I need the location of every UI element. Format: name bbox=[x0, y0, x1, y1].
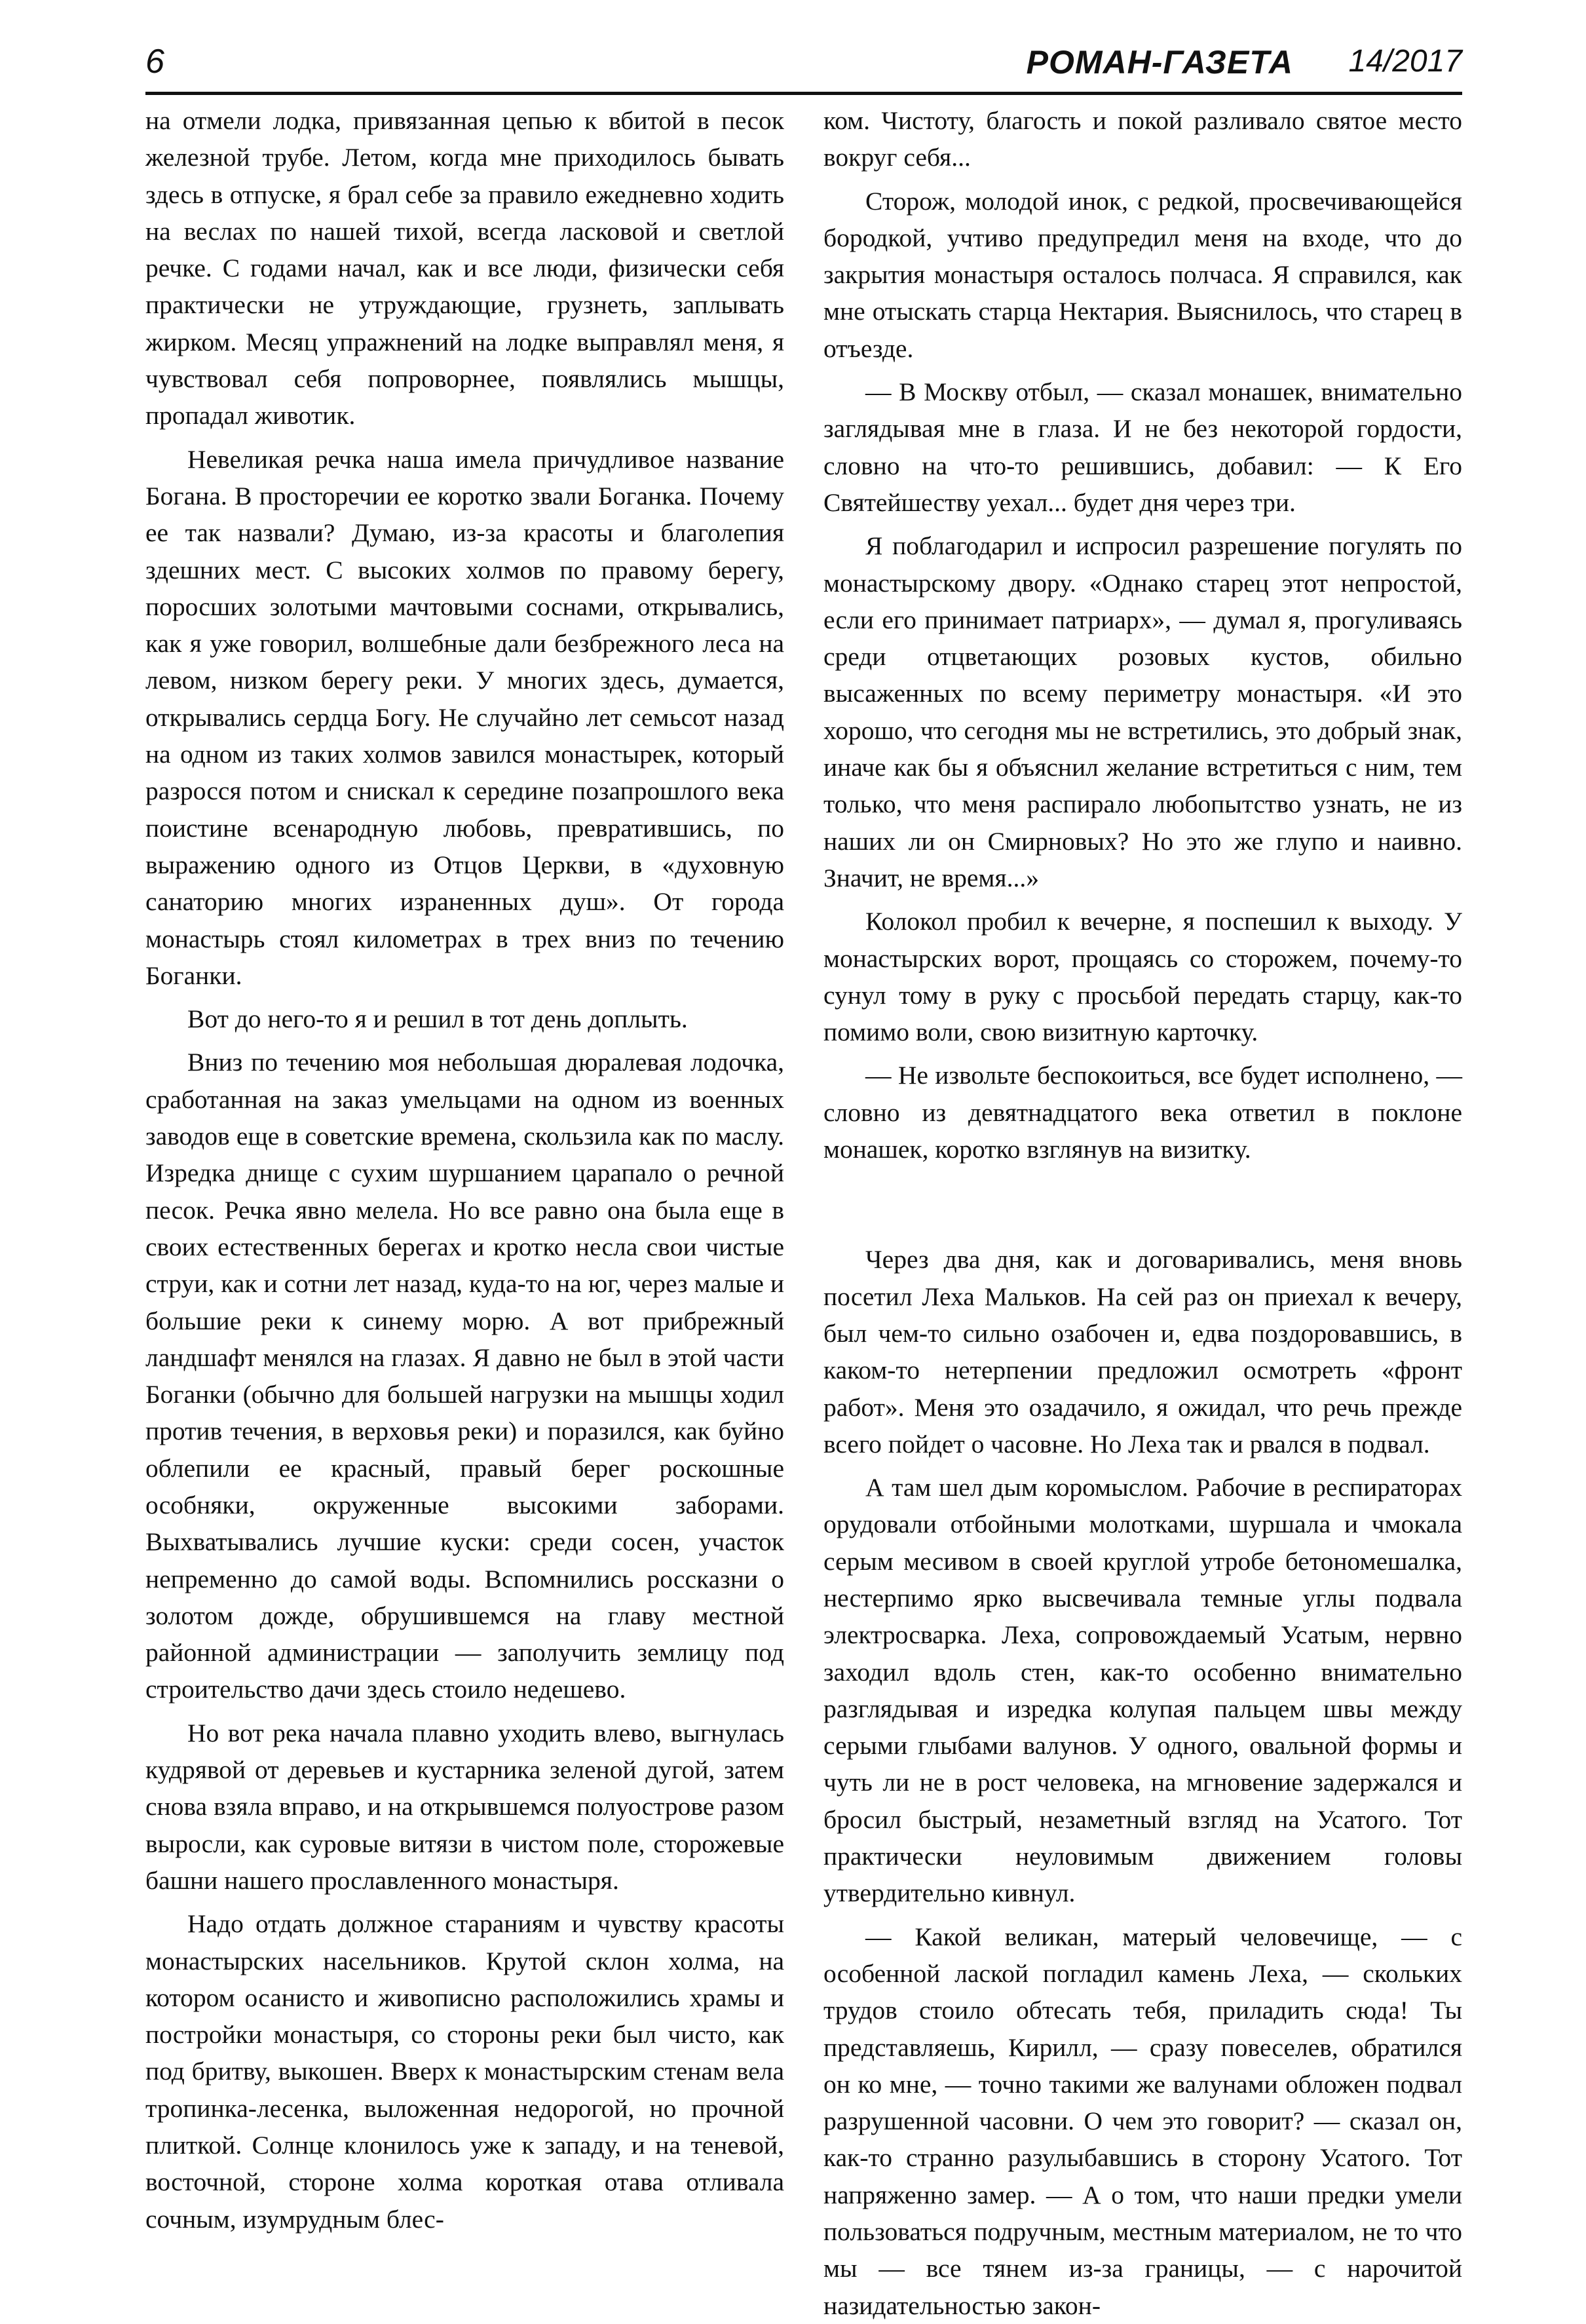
magazine-title: РОМАН-ГАЗЕТА bbox=[1026, 44, 1293, 81]
page-header bbox=[145, 41, 1462, 95]
paragraph: Надо отдать должное стараниям и чувству красоты монастырских насельников. Крутой склон холма, на котором осанисто и живописно расположились храмы и постройки монастыря, со стороны реки был чисто, как под бритву, выкошен. Вверх к монастырским стенам вела тропинка-лесенка, выложенная недорогой, но прочной плиткой. Солнце клонилось уже к западу, и на теневой, восточной, стороне холма короткая отава отливала сочным, изумрудным блес- bbox=[145, 1909, 784, 2234]
paragraph: Колокол пробил к вечерне, я поспешил к выходу. У монастырских ворот, прощаясь со сторожем, почему-то сунул тому в руку с просьбой передать старцу, как-то помимо воли, свою визитную карточку. bbox=[823, 907, 1462, 1047]
paragraph: Я поблагодарил и испросил разрешение погулять по монастырскому двору. «Однако старец этот непростой, если его принимает патриарх», — думал я, прогуливаясь среди отцветающих розовых кустов, обильно высаженных по всему периметру монастыря. «И это хорошо, что сегодня мы не встретились, это добрый знак, иначе как бы я объяснил желание встретиться с ним, тем только, что меня распирало любопытство узнать, не из наших ли он Смирновых? Но это же глупо и наивно. Значит, не время...» bbox=[823, 531, 1462, 892]
paragraph: ком. Чистоту, благость и покой разливало святое место вокруг себя... bbox=[823, 106, 1462, 172]
paragraph: — Какой великан, матерый человечище, — с особенной лаской погладил камень Леха, — скольких трудов стоило обтесать тебя, приладить сюда! Ты представляешь, Кирилл, — сразу повеселев, обратился он ко мне, — точно такими же валунами обложен подвал разрушенной часовни. О чем это говорит? — сказал он, как-то странно разулыбавшись в сторону Усатого. Тот напряженно замер. — А о том, что наши предки умели пользоваться подручным, местным материалом, не то что мы — все тянем из-за границы, — с нарочитой назидательностью закон- bbox=[823, 1922, 1462, 2320]
left-column bbox=[145, 102, 784, 2238]
paragraph: Вот до него-то я и решил в тот день доплыть. bbox=[187, 1004, 688, 1034]
paragraph: Но вот река начала плавно уходить влево, выгнулась кудрявой от деревьев и кустарника зеленой дугой, затем снова взяла вправо, и на открывшемся полуострове разом выросли, как суровые витязи в чистом поле, сторожевые башни нашего прославленного монастыря. bbox=[145, 1718, 784, 1895]
paragraph: — В Москву отбыл, — сказал монашек, внимательно заглядывая мне в глаза. И не без некоторой гордости, словно на что-то решившись, добавил: — К Его Святейшеству уехал... будет дня через три. bbox=[823, 377, 1462, 517]
paragraph: Вниз по течению моя небольшая дюралевая лодочка, сработанная на заказ умельцами на одном из военных заводов еще в советские времена, скользила как по маслу. Изредка днище с сухим шуршанием царапало о речной песок. Речка явно мелела. Но все равно она была еще в своих естественных берегах и кротко несла свои чистые струи, как и сотни лет назад, куда-то на юг, через малые и большие реки к синему морю. А вот прибрежный ландшафт менялся на глазах. Я давно не был в этой части Боганки (обычно для большей нагрузки на мышцы ходил против течения, в верховья реки) и поразился, как буйно облепили ее красный, правый берег роскошные особняки, окруженные высокими заборами. Выхватывались лучшие куски: среди сосен, участок непременно до самой воды. Вспомнились россказни о золотом дожде, обрушившемся на главу местной районной администрации — заполучить землицу под строительство дачи здесь стоило недешево. bbox=[145, 1048, 784, 1704]
issue-number: 14/2017 bbox=[1348, 44, 1462, 79]
paragraph: на отмели лодка, привязанная цепью к вбитой в песок железной трубе. Летом, когда мне приходилось бывать здесь в отпуске, я брал себе за правило ежедневно ходить на веслах по нашей тихой, всегда ласковой и светлой речке. С годами начал, как и все люди, физически себя практически не утруждающие, грузнеть, заплывать жирком. Месяц упражнений на лодке выправлял меня, я чувствовал себя попроворнее, появлялись мышцы, пропадал животик. bbox=[145, 106, 784, 430]
paragraph: Сторож, молодой инок, с редкой, просвечивающейся бородкой, учтиво предупредил меня на входе, что до закрытия монастыря осталось полчаса. Я справился, как мне отыскать старца Нектария. Выяснилось, что старец в отъезде. bbox=[823, 186, 1462, 363]
paragraph: А там шел дым коромыслом. Рабочие в респираторах орудовали отбойными молотками, шуршала и чмокала серым месивом в своей круглой утробе бетономешалка, нестерпимо ярко высвечивала темные углы подвала электросварка. Леха, сопровождаемый Усатым, нервно заходил вдоль стен, как-то особенно внимательно разглядывая и изредка колупая пальцем швы между серыми глыбами валунов. У одного, овальной формы и чуть ли не в рост человека, на мгновение задержался и бросил быстрый, незаметный взгляд на Усатого. Тот практически неуловимым движением головы утвердительно кивнул. bbox=[823, 1473, 1462, 1908]
paragraph: — Не извольте беспокоиться, все будет исполнено, — словно из девятнадцатого века ответил в поклоне монашек, коротко взглянув на визитку. bbox=[823, 1061, 1462, 1164]
page-number: 6 bbox=[145, 43, 164, 81]
section-start-paragraph: Через два дня, как и договаривались, меня вновь посетил Леха Мальков. На сей раз он приехал к вечеру, был чем-то сильно озабочен и, едва поздоровавшись, в каком-то нетерпении предложил осмотреть «фронт работ». Меня это озадачило, я ожидал, что речь прежде всего пойдет о часовне. Но Леха так и рвался в подвал. bbox=[823, 1245, 1462, 1458]
paragraph: Невеликая речка наша имела причудливое название Богана. В просторечии ее коротко звали Боганка. Почему ее так назвали? Думаю, из-за красоты и благолепия здешних мест. С высоких холмов по правому берегу, поросших золотыми мачтовыми соснами, открывались, как я уже говорил, волшебные дали безбрежного леса на левом, низком берегу реки. У многих здесь, думается, открывались сердца Богу. Не случайно лет семьсот назад на одном из таких холмов завился монастырек, который разросся потом и снискал к середине позапрошлого века поистине всенародную любовь, превратившись, по выражению одного из Отцов Церкви, в «духовную санаторию многих израненных душ». От города монастырь стоял километрах в трех вниз по течению Боганки. bbox=[145, 444, 784, 990]
right-column bbox=[823, 102, 1462, 2324]
